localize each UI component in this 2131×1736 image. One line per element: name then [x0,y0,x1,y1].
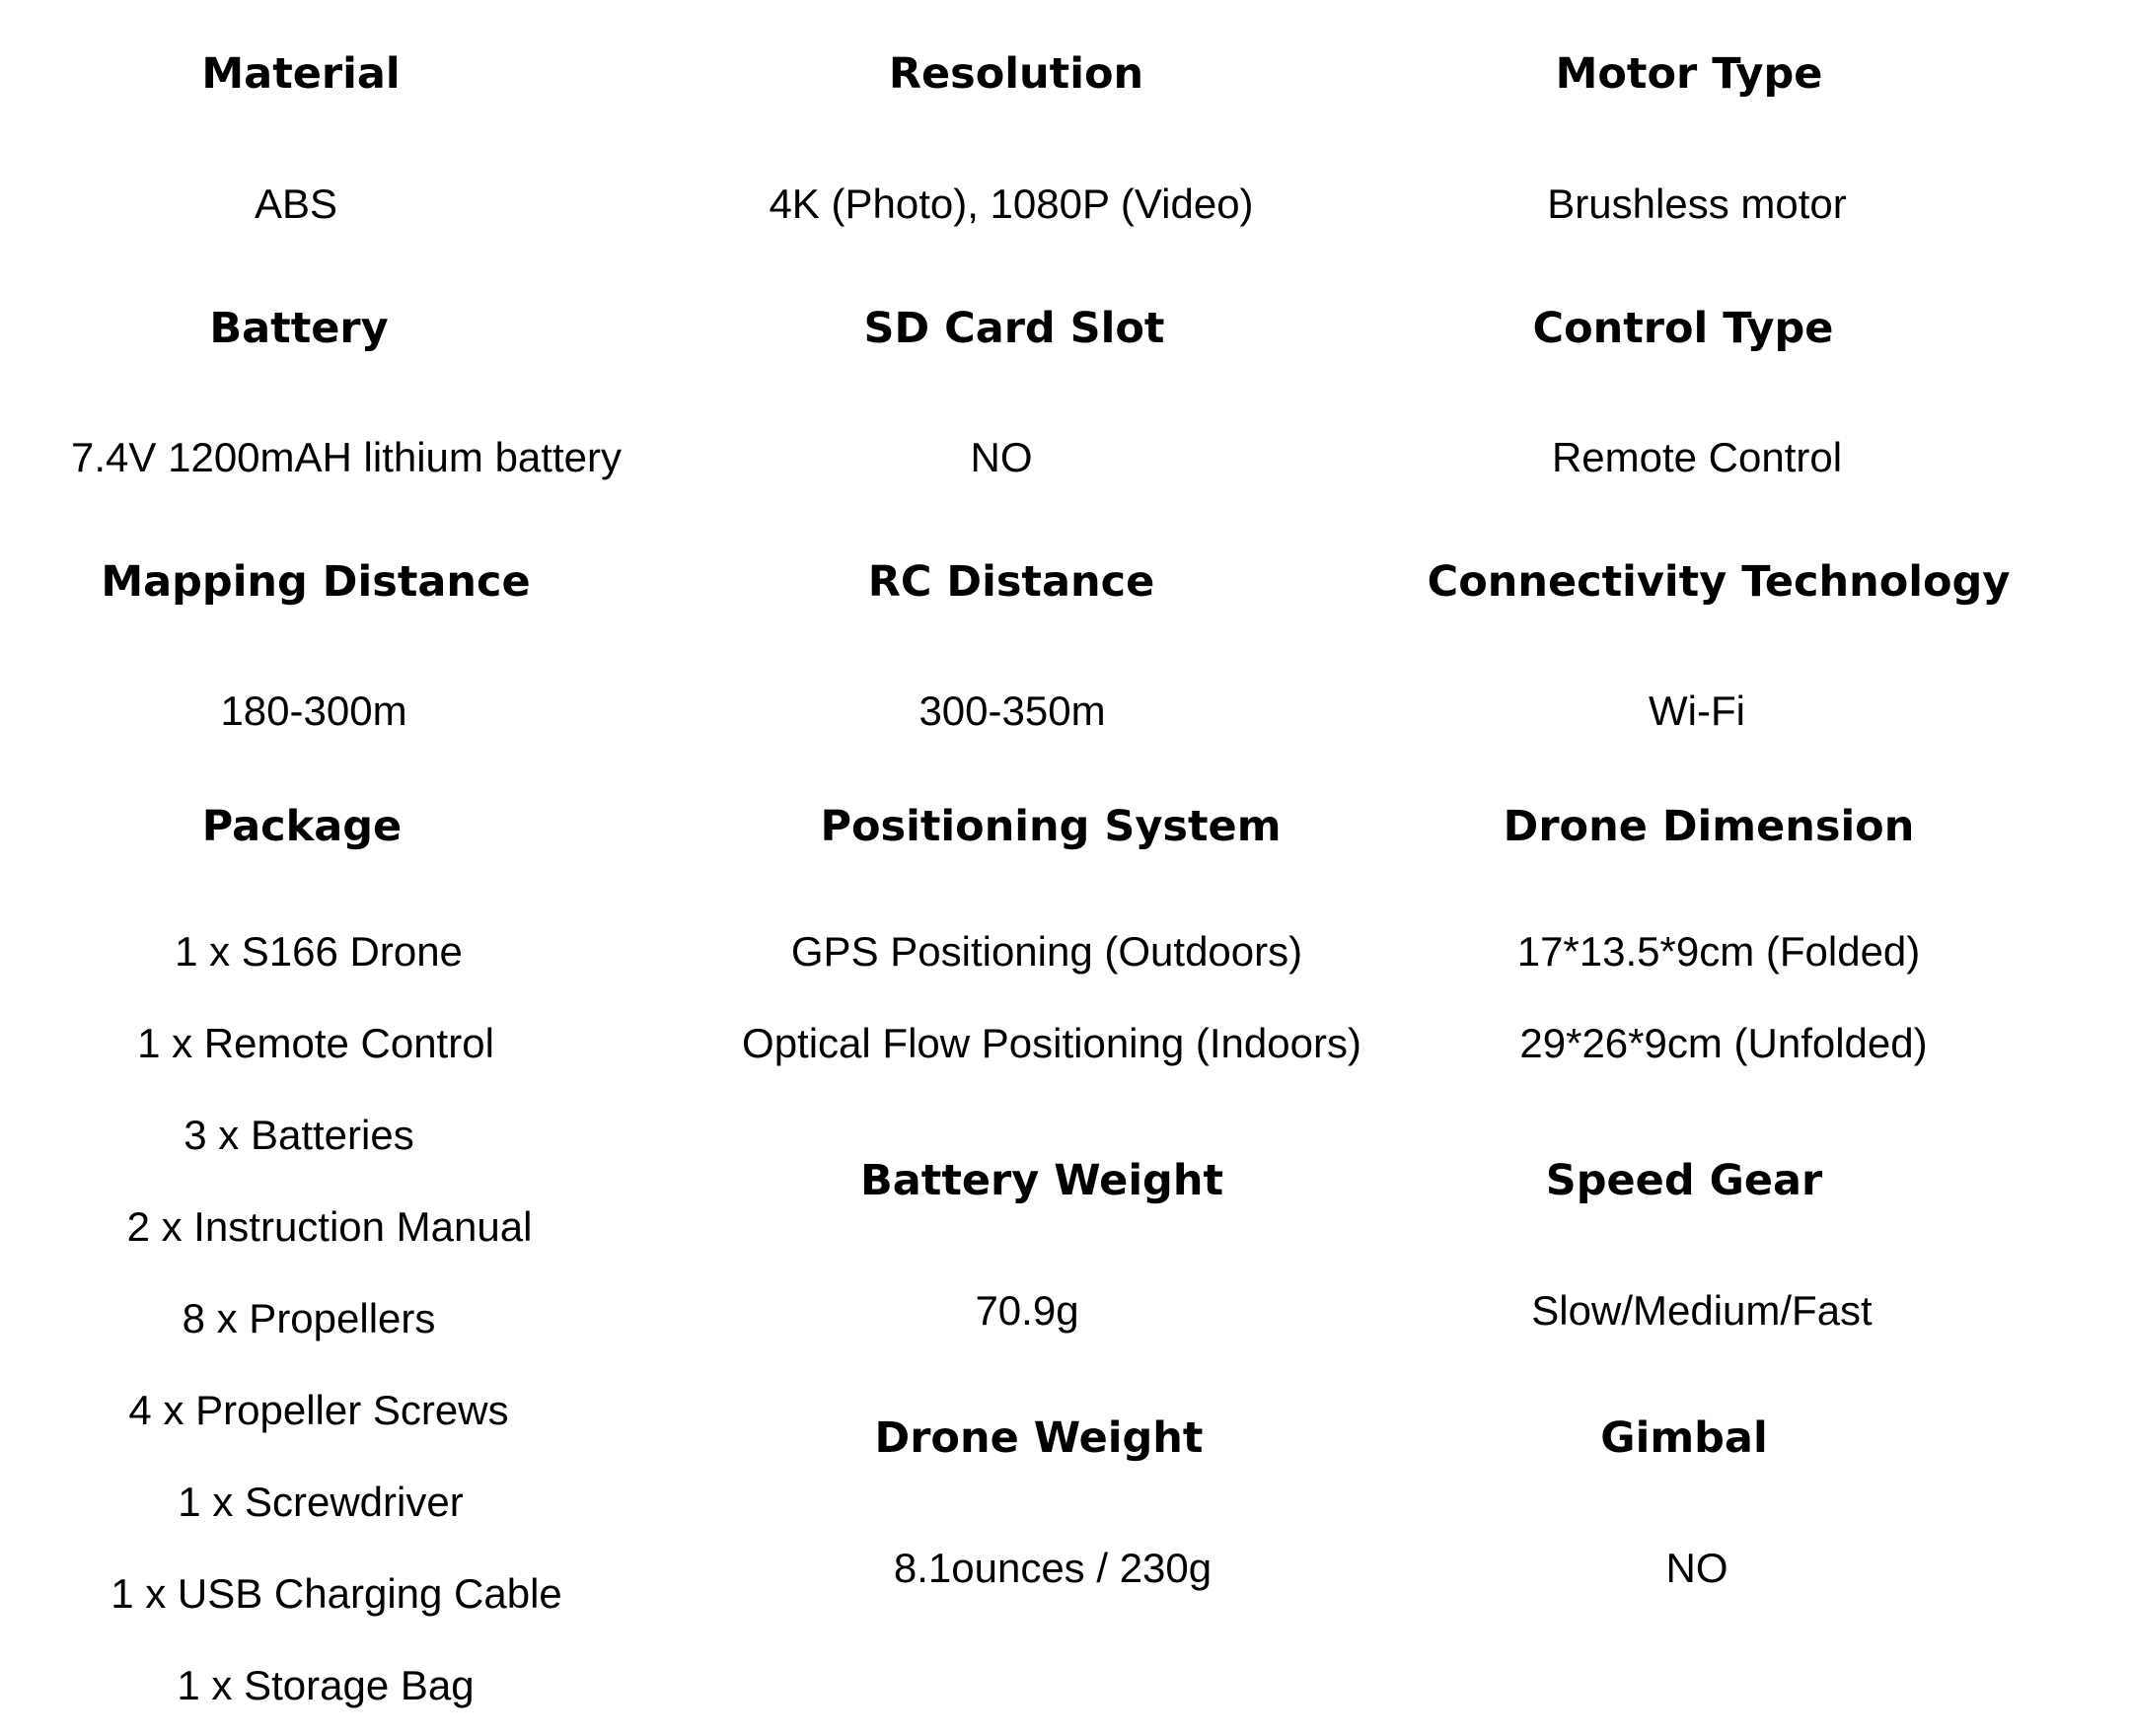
package-label: Package [201,802,403,851]
speed-gear-value: Slow/Medium/Fast [1531,1287,1873,1334]
list-item: 1 x Screwdriver [178,1479,464,1525]
list-item: 1 x Remote Control [137,1020,494,1066]
battery-weight-value: 70.9g [975,1287,1079,1334]
positioning-system-value: GPS Positioning (Outdoors) [790,928,1303,975]
gimbal-value: NO [1665,1545,1728,1591]
resolution-value: 4K (Photo), 1080P (Video) [769,181,1254,227]
drone-dimension-value: 29*26*9cm (Unfolded) [1519,1020,1928,1066]
speed-gear-label: Speed Gear [1545,1156,1823,1205]
sd-card-slot-label: SD Card Slot [863,304,1165,353]
resolution-label: Resolution [888,49,1144,99]
drone-dimension-label: Drone Dimension [1503,802,1915,851]
sd-card-slot-value: NO [970,434,1033,480]
list-item: 1 x S166 Drone [175,928,463,975]
motor-type-label: Motor Type [1555,49,1823,99]
control-type-label: Control Type [1532,304,1834,353]
gimbal-label: Gimbal [1600,1413,1768,1463]
material-label: Material [201,49,401,99]
motor-type-value: Brushless motor [1547,181,1847,227]
list-item: 1 x Storage Bag [177,1662,475,1708]
list-item: 1 x USB Charging Cable [110,1570,562,1617]
drone-weight-label: Drone Weight [874,1413,1204,1463]
battery-weight-label: Battery Weight [859,1156,1224,1205]
list-item: 8 x Propellers [182,1295,436,1341]
control-type-value: Remote Control [1551,434,1843,480]
list-item: 3 x Batteries [184,1112,414,1158]
material-value: ABS [254,181,338,227]
connectivity-technology-value: Wi-Fi [1649,687,1745,734]
positioning-system-label: Positioning System [820,802,1282,851]
rc-distance-label: RC Distance [867,557,1155,607]
positioning-system-value: Optical Flow Positioning (Indoors) [742,1020,1361,1066]
mapping-distance-value: 180-300m [220,687,407,734]
mapping-distance-label: Mapping Distance [101,557,531,607]
drone-weight-value: 8.1ounces / 230g [893,1545,1212,1591]
connectivity-technology-label: Connectivity Technology [1427,557,2011,607]
drone-dimension-value: 17*13.5*9cm (Folded) [1516,928,1921,975]
battery-value: 7.4V 1200mAH lithium battery [71,434,622,480]
rc-distance-value: 300-350m [919,687,1106,734]
list-item: 4 x Propeller Screws [128,1387,509,1433]
list-item: 2 x Instruction Manual [126,1203,533,1250]
battery-label: Battery [209,304,389,353]
